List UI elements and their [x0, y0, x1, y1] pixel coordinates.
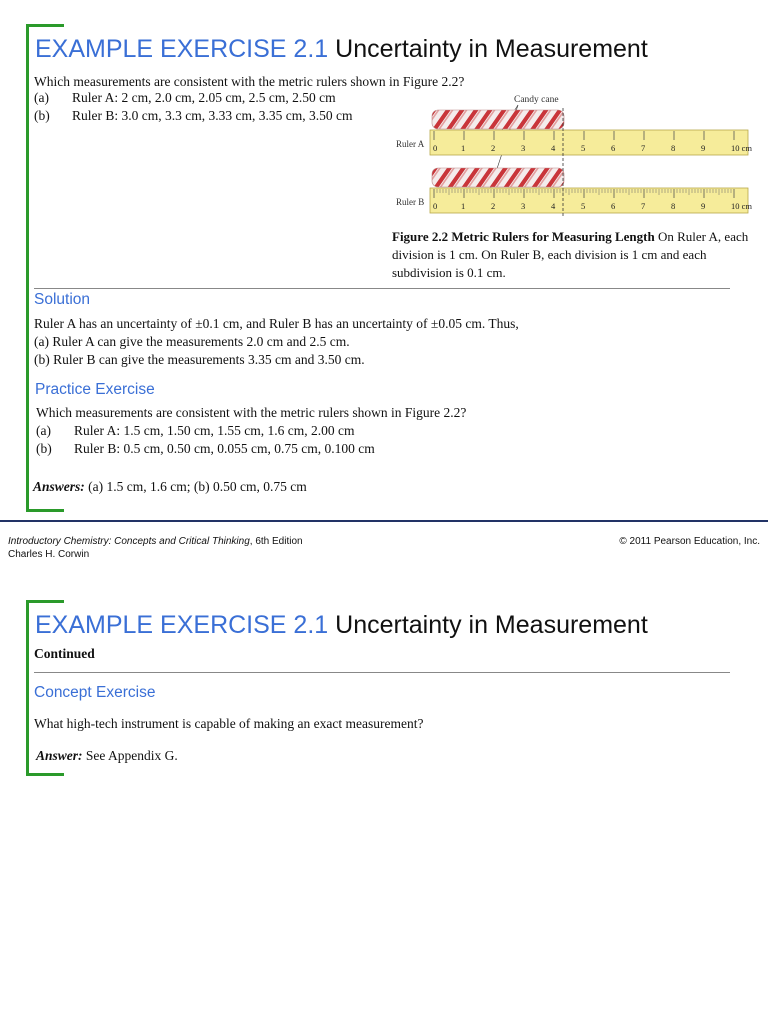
solution-line-1: Ruler A has an uncertainty of ±0.1 cm, and Ruler B has an uncertainty of ±0.05 cm. Thus, [34, 316, 519, 331]
accent-bar-top-2 [26, 600, 64, 603]
ruler-b-tick-label: 9 [701, 201, 706, 211]
divider-2 [34, 672, 730, 673]
ruler-b-tick-label: 7 [641, 201, 646, 211]
ruler-a-tick-label: 2 [491, 143, 496, 153]
accent-bar-bottom [26, 509, 64, 512]
ruler-a-label: Ruler A [396, 139, 425, 149]
practice-item-a-text: Ruler A: 1.5 cm, 1.50 cm, 1.55 cm, 1.6 cm, 2.00 cm [74, 423, 355, 438]
ruler-a-tick-label: 7 [641, 143, 646, 153]
ruler-b-tick-label: 6 [611, 201, 616, 211]
ruler-a-tick-label: 5 [581, 143, 586, 153]
figure-caption: Figure 2.2 Metric Rulers for Measuring Length On Ruler A, each division is 1 cm. On Ruler B, each division is 1 cm and each subdivision is 0.1 cm. [392, 229, 749, 280]
footer-divider [0, 520, 768, 522]
ruler-a-tick-label: 10 cm [731, 143, 753, 153]
ruler-b-tick-label: 0 [433, 201, 438, 211]
item-a-text: Ruler A: 2 cm, 2.0 cm, 2.05 cm, 2.5 cm, 2.50 cm [72, 90, 336, 105]
practice-answers: Answers: (a) 1.5 cm, 1.6 cm; (b) 0.50 cm, 0.75 cm [33, 479, 307, 494]
footer-book: Introductory Chemistry: Concepts and Critical Thinking, 6th Edition [8, 536, 303, 547]
practice-item-a-label: (a) [36, 423, 51, 438]
candy-cane-a [432, 110, 564, 129]
ruler-a-tick-label: 3 [521, 143, 526, 153]
question-text: Which measurements are consistent with the metric rulers shown in Figure 2.2? [34, 74, 465, 89]
ruler-a-tick-label: 1 [461, 143, 466, 153]
accent-bar-top [26, 24, 64, 27]
ruler-b-label: Ruler B [396, 197, 425, 207]
ruler-a-tick-label: 4 [551, 143, 556, 153]
concept-question: What high-tech instrument is capable of making an exact measurement? [34, 716, 424, 731]
solution-line-2: (a) Ruler A can give the measurements 2.0 cm and 2.5 cm. [34, 334, 350, 349]
ruler-b-tick-label: 8 [671, 201, 676, 211]
item-a-label: (a) [34, 90, 49, 105]
divider-1 [34, 288, 730, 289]
footer-author: Charles H. Corwin [8, 549, 90, 560]
ruler-b-tick-label: 4 [551, 201, 556, 211]
footer-copyright: © 2011 Pearson Education, Inc. [619, 536, 760, 547]
concept-answer: Answer: See Appendix G. [36, 748, 178, 763]
accent-bar-left-2 [26, 600, 29, 776]
ruler-a-tick-label: 6 [611, 143, 616, 153]
ruler-a-tick-label: 8 [671, 143, 676, 153]
continued-label: Continued [34, 646, 95, 661]
slide1-title: EXAMPLE EXERCISE 2.1 Uncertainty in Measurement [35, 35, 648, 63]
solution-heading: Solution [34, 291, 91, 308]
candy-cane-b [432, 168, 564, 187]
ruler-b-tick-label: 5 [581, 201, 586, 211]
concept-heading: Concept Exercise [34, 684, 156, 701]
practice-question: Which measurements are consistent with the metric rulers shown in Figure 2.2? [36, 405, 467, 420]
practice-item-b-text: Ruler B: 0.5 cm, 0.50 cm, 0.055 cm, 0.75 cm, 0.100 cm [74, 441, 375, 456]
accent-bar-left [26, 24, 29, 512]
ruler-b-tick-label: 1 [461, 201, 466, 211]
ruler-b-tick-label: 10 cm [731, 201, 753, 211]
ruler-a-tick-label: 0 [433, 143, 438, 153]
practice-heading: Practice Exercise [35, 381, 155, 398]
ruler-b-tick-label: 2 [491, 201, 496, 211]
ruler-a-tick-label: 9 [701, 143, 706, 153]
practice-item-b-label: (b) [36, 441, 52, 456]
item-b-text: Ruler B: 3.0 cm, 3.3 cm, 3.33 cm, 3.35 cm, 3.50 cm [72, 108, 353, 123]
candy-cane-label: Candy cane [514, 95, 559, 105]
solution-line-3: (b) Ruler B can give the measurements 3.35 cm and 3.50 cm. [34, 352, 365, 367]
accent-bar-bottom-2 [26, 773, 64, 776]
figure-rulers [390, 88, 760, 220]
item-b-label: (b) [34, 108, 50, 123]
slide2-title: EXAMPLE EXERCISE 2.1 Uncertainty in Measurement [35, 611, 648, 639]
ruler-b-tick-label: 3 [521, 201, 526, 211]
